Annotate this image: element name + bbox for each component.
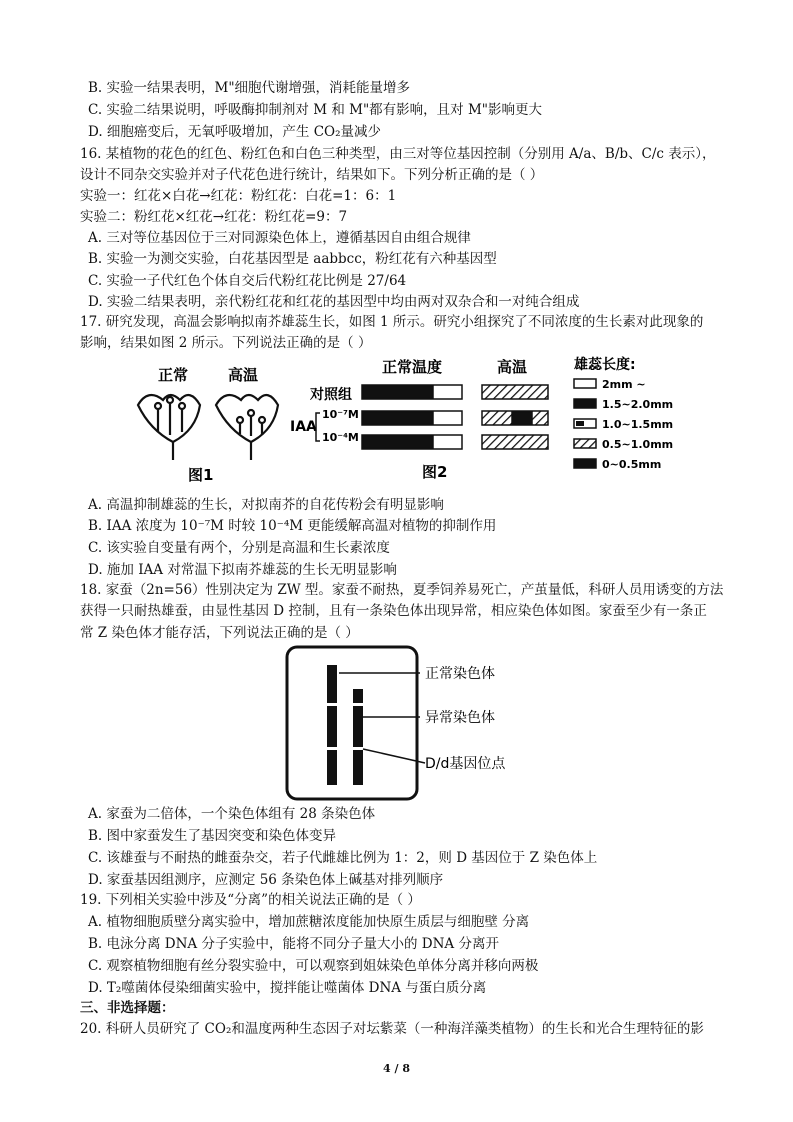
- fig2-hot-bars: [482, 385, 548, 449]
- q17-option-a: A. 高温抑制雄蕊的生长，对拟南芥的自花传粉会有明显影响: [88, 497, 444, 513]
- q17-option-b: B. IAA 浓度为 10⁻⁷M 时较 10⁻⁴M 更能缓解高温对植物的抑制作用: [88, 518, 497, 534]
- gene-locus-label: D/d基因位点: [425, 756, 506, 772]
- figure-1: [128, 360, 298, 485]
- fig2-row-control: 对照组: [310, 387, 352, 403]
- fig1-hot-label: 高温: [228, 366, 259, 384]
- q17-option-d: D. 施加 IAA 对常温下拟南芥雄蕊的生长无明显影响: [88, 562, 397, 578]
- q18-option-d: D. 家蚕基因组测序，应测定 56 条染色体上碱基对排列顺序: [88, 872, 444, 888]
- q16-experiment1: 实验一：红花×白花→红花：粉红花：白花=1：6：1: [80, 188, 397, 204]
- fig2-normal-bars: [362, 385, 462, 449]
- q16-stem-line1: 16. 某植物的花色的红色、粉红色和白色三种类型，由三对等位基因控制（分别用 A/a、B/b、C/c 表示），: [80, 146, 716, 162]
- legend-item-1: 1.5~2.0mm: [602, 398, 674, 411]
- q18-stem-line2: 获得一只耐热雄蚕，由显性基因 D 控制，且有一条染色体出现异常，相应染色体如图。家蚕至少有一条正: [80, 603, 707, 619]
- abnormal-chromosome-label: 异常染色体: [425, 710, 495, 726]
- q19-option-d: D. T₂噬菌体侵染细菌实验中，搅拌能让噬菌体 DNA 与蛋白质分离: [88, 980, 487, 996]
- q19-option-a: A. 植物细胞质壁分离实验中，增加蔗糖浓度能加快原生质层与细胞壁 分离: [88, 914, 530, 930]
- q19-option-c: C. 观察植物细胞有丝分裂实验中，可以观察到姐妹染色单体分离并移向两极: [88, 958, 539, 974]
- q19-option-b: B. 电泳分离 DNA 分子实验中，能将不同分子量大小的 DNA 分离开: [88, 936, 499, 952]
- page-number: 4 / 8: [383, 1062, 410, 1075]
- q16-option-d: D. 实验二结果表明，亲代粉红花和红花的基因型中均由两对双杂合和一对纯合组成: [88, 294, 580, 310]
- legend-item-0: 2mm ~: [602, 378, 646, 391]
- q18-option-b: B. 图中家蚕发生了基因突变和染色体变异: [88, 828, 337, 844]
- q18-stem-line1: 18. 家蚕（2n=56）性别决定为 ZW 型。家蚕不耐热，夏季饲养易死亡，产茧量低，科研人员用诱变的方法: [80, 582, 724, 598]
- q16-option-c: C. 实验一子代红色个体自交后代粉红花比例是 27/64: [88, 273, 407, 289]
- fig2-conc2: 10⁻⁴M: [322, 431, 359, 444]
- q16-experiment2: 实验二：粉红花×红花→红花：粉红花=9：7: [80, 209, 348, 225]
- normal-chromosome: [327, 665, 337, 785]
- hot-flower-drawing: [216, 395, 278, 460]
- fig2-conc1: 10⁻⁷M: [322, 408, 359, 421]
- legend-item-2: 1.0~1.5mm: [602, 418, 674, 431]
- legend-item-3: 0.5~1.0mm: [602, 438, 674, 451]
- section-heading: 三、非选择题：: [80, 1000, 175, 1016]
- fig2-caption: 图2: [422, 463, 448, 481]
- q17-stem-line1: 17. 研究发现，高温会影响拟南芥雄蕊生长，如图 1 所示。研究小组探究了不同浓度的生长素对此现象的: [80, 314, 704, 330]
- q17-stem-line2: 影响，结果如图 2 所示。下列说法正确的是（ ）: [80, 335, 372, 351]
- q18-stem-line3: 常 Z 染色体才能存活，下列说法正确的是（ ）: [80, 625, 359, 641]
- fig2-col-hot: 高温: [497, 358, 528, 376]
- q16-option-b: B. 实验一为测交实验，白花基因型是 aabbcc，粉红花有六种基因型: [88, 251, 497, 267]
- legend-item-4: 0~0.5mm: [602, 458, 662, 471]
- q17-option-c: C. 该实验自变量有两个，分别是高温和生长素浓度: [88, 540, 390, 556]
- fig2-col-normal: 正常温度: [382, 358, 443, 376]
- normal-chromosome-label: 正常染色体: [425, 666, 495, 682]
- q18-option-a: A. 家蚕为二倍体，一个染色体组有 28 条染色体: [88, 806, 376, 822]
- q15-option-c: C. 实验二结果说明，呼吸酶抑制剂对 M 和 M"都有影响，且对 M"影响更大: [88, 102, 542, 118]
- q19-stem: 19. 下列相关实验中涉及“分离”的相关说法正确的是（ ）: [80, 892, 421, 908]
- q18-option-c: C. 该雄蚕与不耐热的雌蚕杂交，若子代雌雄比例为 1：2，则 D 基因位于 Z 染色体上: [88, 850, 598, 866]
- chromosome-box: [287, 647, 417, 799]
- q20-stem-line1: 20. 科研人员研究了 CO₂和温度两种生态因子对坛紫菜（一种海洋藻类植物）的生长和光合生理特征的影: [80, 1021, 704, 1037]
- q15-option-d: D. 细胞癌变后，无氧呼吸增加，产生 CO₂量减少: [88, 124, 382, 140]
- q16-stem-line2: 设计不同杂交实验并对子代花色进行统计，结果如下。下列分析正确的是（ ）: [80, 167, 544, 183]
- figure-chromosomes: [285, 645, 535, 805]
- fig2-iaa-label: IAA: [290, 419, 317, 435]
- fig2-legend: [574, 378, 673, 471]
- fig1-caption: 图1: [188, 466, 214, 484]
- q16-option-a: A. 三对等位基因位于三对同源染色体上，遵循基因自由组合规律: [88, 230, 471, 246]
- fig2-legend-title: 雄蕊长度:: [574, 357, 636, 373]
- figure-2: [282, 355, 722, 485]
- normal-flower-drawing: [138, 395, 200, 460]
- fig1-normal-label: 正常: [158, 366, 189, 384]
- q15-option-b: B. 实验一结果表明，M"细胞代谢增强，消耗能量增多: [88, 80, 411, 96]
